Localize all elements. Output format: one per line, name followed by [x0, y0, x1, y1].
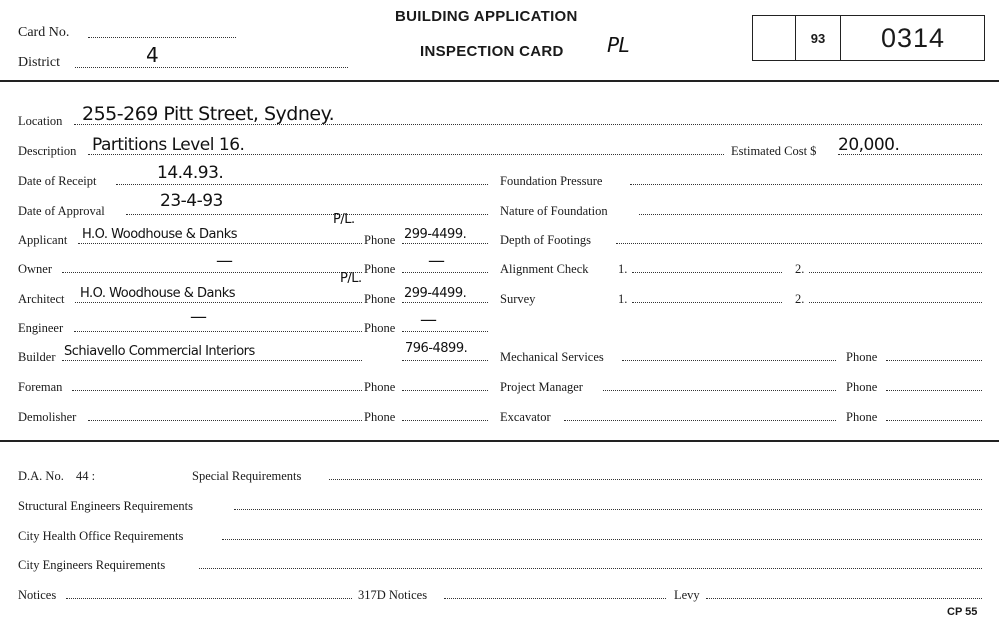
district-value: 4	[146, 43, 159, 67]
alignment-check-label: Alignment Check	[500, 262, 589, 276]
survey-two-label: 2.	[795, 292, 805, 306]
location-label: Location	[18, 114, 63, 128]
mechanical-line	[622, 360, 836, 361]
owner-line	[62, 272, 362, 273]
date-approval-value: 23-4-93	[160, 191, 223, 211]
alignment-two-line	[809, 272, 982, 273]
architect-phone: 299-4499.	[404, 286, 467, 301]
district-label: District	[18, 55, 60, 70]
description-label: Description	[18, 144, 77, 158]
demolisher-line	[88, 420, 362, 421]
owner-phone: —	[428, 251, 445, 271]
applicant-label: Applicant	[18, 233, 68, 247]
card-no-line	[88, 37, 236, 38]
builder-phone-line	[402, 360, 488, 361]
structural-label: Structural Engineers Requirements	[18, 499, 193, 513]
mechanical-label: Mechanical Services	[500, 350, 604, 364]
builder-phone: 796-4899.	[405, 341, 468, 356]
owner-label: Owner	[18, 262, 53, 276]
foreman-phone-line	[402, 390, 488, 391]
date-receipt-value: 14.4.93.	[157, 163, 224, 183]
applicant-phone: 299-4499.	[404, 227, 467, 242]
notices-317d-line	[444, 598, 666, 599]
owner-phone-label: Phone	[364, 262, 396, 276]
survey-one-line	[632, 302, 782, 303]
city-engineers-line	[199, 568, 982, 569]
da-no-label: D.A. No.	[18, 469, 64, 483]
notices-label: Notices	[18, 588, 57, 602]
project-manager-phone-label: Phone	[846, 380, 878, 394]
foreman-label: Foreman	[18, 380, 63, 394]
builder-label: Builder	[18, 350, 56, 364]
engineer-phone-label: Phone	[364, 321, 396, 335]
applicant-value: H.O. Woodhouse & Danks	[82, 227, 238, 242]
date-receipt-line	[116, 184, 488, 185]
project-manager-line	[603, 390, 836, 391]
alignment-one-label: 1.	[618, 262, 628, 276]
architect-phone-label: Phone	[364, 292, 396, 306]
applicant-pl: P/L.	[333, 212, 355, 227]
architect-value: H.O. Woodhouse & Danks	[80, 286, 236, 301]
mechanical-phone-label: Phone	[846, 350, 878, 364]
notices-317d-label: 317D Notices	[358, 588, 428, 602]
engineer-value: —	[190, 307, 207, 327]
depth-footings-line	[616, 243, 982, 244]
year-box-value: 93	[810, 31, 826, 46]
architect-pl: P/L.	[340, 271, 362, 286]
levy-label: Levy	[674, 588, 700, 602]
description-value: Partitions Level 16.	[92, 135, 245, 155]
survey-two-line	[809, 302, 982, 303]
project-manager-phone-line	[886, 390, 982, 391]
engineer-line	[74, 331, 362, 332]
health-line	[222, 539, 982, 540]
owner-value: —	[216, 251, 233, 271]
excavator-phone-label: Phone	[846, 410, 878, 424]
estimated-cost-label: Estimated Cost $	[731, 144, 817, 158]
special-requirements-line	[329, 479, 982, 480]
depth-footings-label: Depth of Footings	[500, 233, 591, 247]
date-approval-line	[126, 214, 488, 215]
excavator-line	[564, 420, 836, 421]
survey-label: Survey	[500, 292, 536, 306]
health-label: City Health Office Requirements	[18, 529, 184, 543]
excavator-label: Excavator	[500, 410, 551, 424]
location-value: 255-269 Pitt Street, Sydney.	[82, 103, 335, 125]
form-title-line1: BUILDING APPLICATION	[395, 8, 578, 25]
demolisher-label: Demolisher	[18, 410, 77, 424]
project-manager-label: Project Manager	[500, 380, 583, 394]
form-code: CP 55	[947, 606, 978, 618]
card-number-value: 0314	[880, 23, 946, 53]
foreman-line	[72, 390, 362, 391]
header-rule	[0, 80, 999, 82]
notices-line	[66, 598, 352, 599]
foundation-pressure-line	[630, 184, 982, 185]
date-approval-label: Date of Approval	[18, 204, 105, 218]
levy-line	[706, 598, 982, 599]
architect-label: Architect	[18, 292, 65, 306]
demolisher-phone-label: Phone	[364, 410, 396, 424]
engineer-phone: —	[420, 310, 437, 330]
survey-one-label: 1.	[618, 292, 628, 306]
nature-foundation-label: Nature of Foundation	[500, 204, 608, 218]
excavator-phone-line	[886, 420, 982, 421]
special-requirements-label: Special Requirements	[192, 469, 302, 483]
nature-foundation-line	[639, 214, 982, 215]
mechanical-phone-line	[886, 360, 982, 361]
district-line	[75, 67, 348, 68]
card-no-label: Card No.	[18, 25, 70, 40]
main-rule	[0, 440, 999, 442]
demolisher-phone-line	[402, 420, 488, 421]
alignment-two-label: 2.	[795, 262, 805, 276]
alignment-one-line	[632, 272, 782, 273]
builder-value: Schiavello Commercial Interiors	[64, 344, 255, 359]
applicant-phone-label: Phone	[364, 233, 396, 247]
date-receipt-label: Date of Receipt	[18, 174, 97, 188]
owner-phone-line	[402, 272, 488, 273]
foundation-pressure-label: Foundation Pressure	[500, 174, 603, 188]
engineer-label: Engineer	[18, 321, 64, 335]
form-title-line2: INSPECTION CARD	[420, 43, 564, 60]
title-initials: PL	[607, 33, 630, 57]
da-no-value: 44 :	[76, 469, 96, 483]
structural-line	[234, 509, 982, 510]
city-engineers-label: City Engineers Requirements	[18, 558, 166, 572]
estimated-cost-value: 20,000.	[838, 135, 900, 155]
foreman-phone-label: Phone	[364, 380, 396, 394]
engineer-phone-line	[402, 331, 488, 332]
